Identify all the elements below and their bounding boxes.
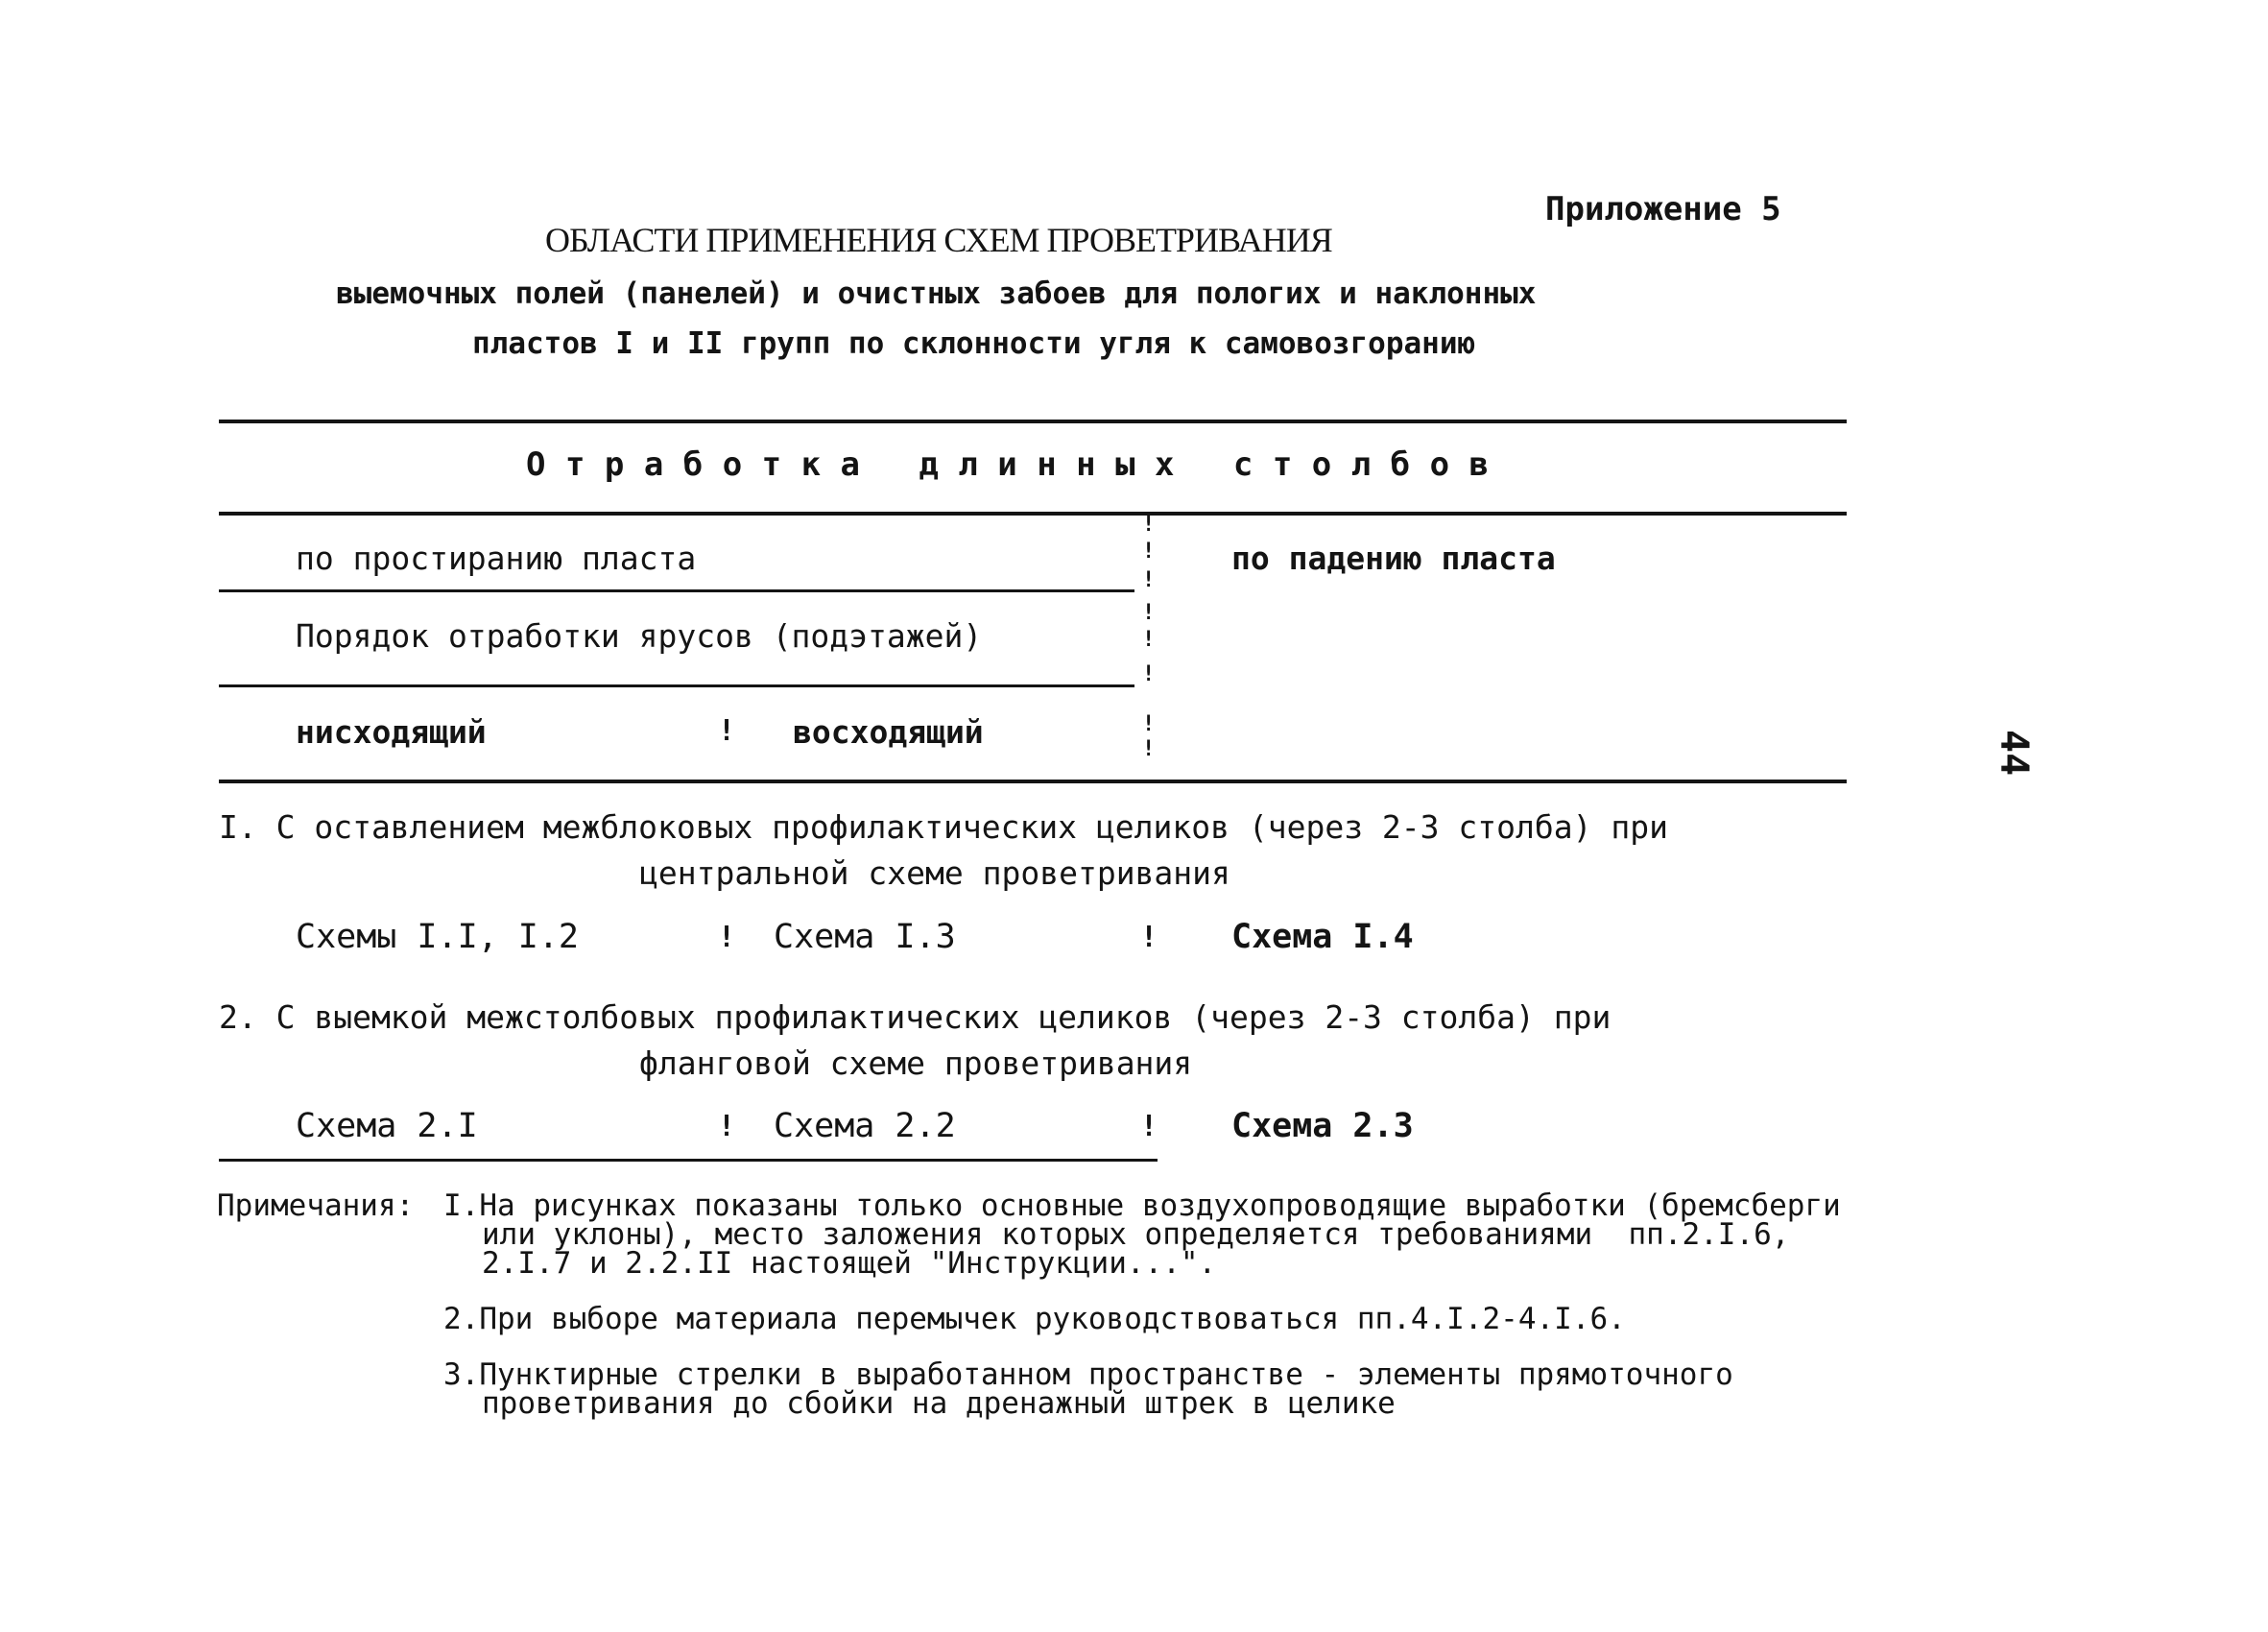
strike-header: по простиранию пласта <box>296 540 697 577</box>
note-3-line1: 3.Пунктирные стрелки в выработанном пространстве - элементы прямоточного <box>443 1357 1733 1392</box>
note-1-line2: или уклоны), место заложения которых определяется требованиями пп.2.I.6, <box>482 1217 1790 1252</box>
page-number: 44 <box>1992 730 2036 777</box>
descending-label: нисходящий <box>296 713 487 751</box>
section-2-scheme-3: Схема 2.3 <box>1231 1107 1414 1145</box>
section-1-scheme-2: Схема I.3 <box>774 918 956 956</box>
table-main-header: О т р а б о т к а д л и н н ы х с т о л б о в <box>526 445 1490 484</box>
table-bottom-rule <box>219 780 1847 783</box>
divider-tick: ! <box>1142 513 1156 537</box>
notes-label: Примечания: <box>217 1188 415 1223</box>
order-rule <box>219 684 1134 687</box>
divider-tick: ! <box>1142 628 1156 652</box>
table-header-rule <box>219 512 1847 516</box>
section-2-title-line1: 2. С выемкой межстолбовых профилактических целиков (через 2-3 столба) при <box>219 998 1611 1036</box>
divider-tick: ! <box>1142 540 1156 564</box>
note-1-line3: 2.I.7 и 2.2.II настоящей "Инструкции...". <box>482 1246 1217 1281</box>
section-1-scheme-1: Схемы I.I, I.2 <box>296 918 580 956</box>
section-2-separator: ! <box>718 1110 736 1143</box>
divider-tick: ! <box>1142 662 1156 686</box>
section-1-separator: ! <box>1140 921 1158 954</box>
ascending-label: восходящий <box>793 713 984 751</box>
note-2: 2.При выборе материала перемычек руководствоваться пп.4.I.2-4.I.6. <box>443 1302 1626 1336</box>
section-1-separator: ! <box>718 921 736 954</box>
heading-title: ОБЛАСТИ ПРИМЕНЕНИЯ СХЕМ ПРОВЕТРИВАНИЯ <box>545 221 1332 259</box>
section-2-rule <box>219 1159 1158 1162</box>
divider-tick: ! <box>1142 737 1156 761</box>
section-1-scheme-3: Схема I.4 <box>1231 918 1414 956</box>
section-2-scheme-2: Схема 2.2 <box>774 1107 956 1145</box>
section-2-scheme-1: Схема 2.I <box>296 1107 478 1145</box>
divider-tick: ! <box>1142 601 1156 625</box>
note-3-line2: проветривания до сбойки на дренажный штрек в целике <box>482 1386 1396 1421</box>
dip-header: по падению пласта <box>1231 540 1556 577</box>
appendix-label: Приложение 5 <box>1545 190 1781 228</box>
divider-tick: ! <box>1142 568 1156 592</box>
strike-rule <box>219 589 1134 592</box>
section-1-title-line1: I. С оставлением межблоковых профилактических целиков (через 2-3 столба) при <box>219 808 1668 846</box>
order-header: Порядок отработки ярусов (подэтажей) <box>296 617 983 655</box>
section-2-title-line2: фланговой схеме проветривания <box>639 1044 1193 1082</box>
section-2-separator: ! <box>1140 1110 1158 1143</box>
table-top-rule <box>219 420 1847 423</box>
heading-subtitle-line2: пластов I и II групп по склонности угля к самовозгоранию <box>472 326 1476 361</box>
section-1-title-line2: центральной схеме проветривания <box>639 854 1230 892</box>
heading-subtitle-line1: выемочных полей (панелей) и очистных забоев для пологих и наклонных <box>336 276 1537 311</box>
divider-tick: ! <box>1142 712 1156 736</box>
order-separator: ! <box>718 714 736 748</box>
note-1-line1: I.На рисунках показаны только основные воздухопроводящие выработки (бремсберги <box>443 1188 1841 1223</box>
